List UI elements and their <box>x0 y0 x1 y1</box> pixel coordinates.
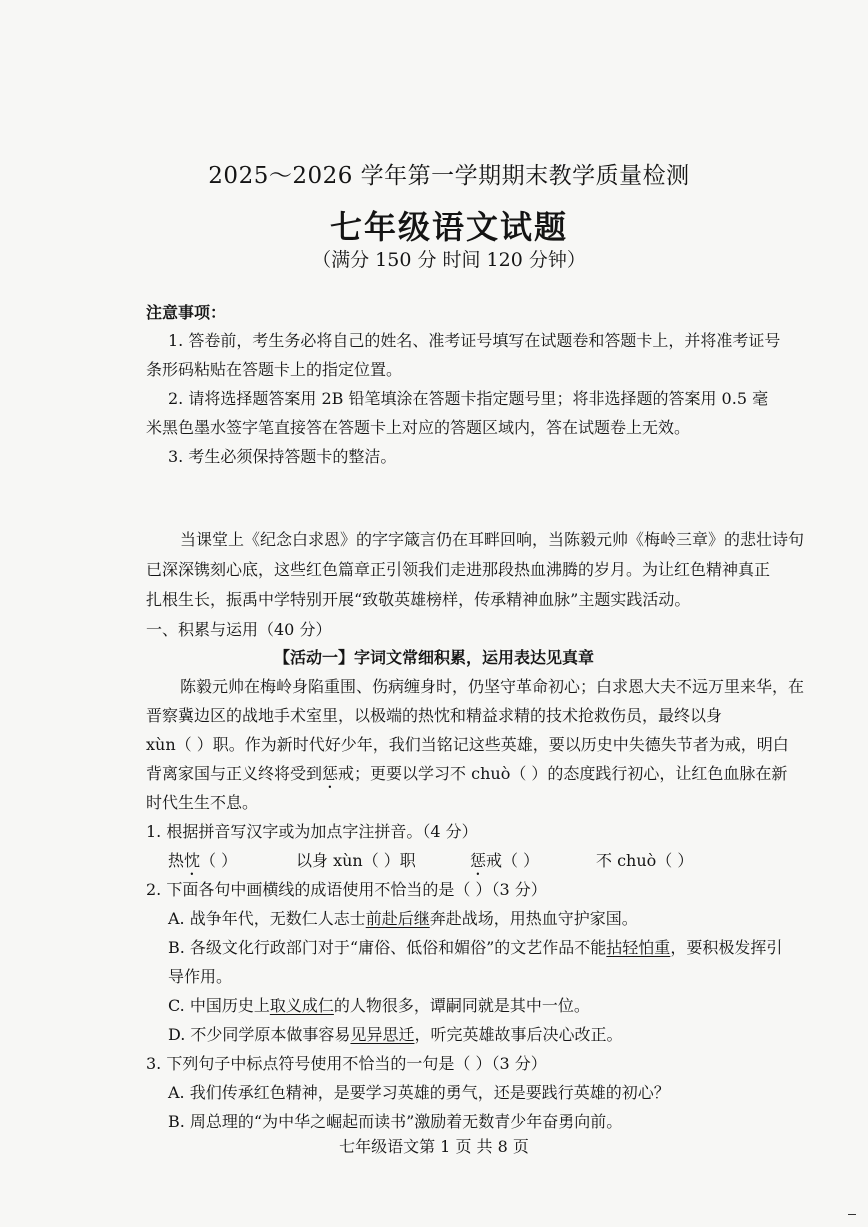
q2-d-text-2: ，听完英雄故事后决心改正。 <box>414 1025 623 1044</box>
page-footer: 七年级语文第 1 页 共 8 页 <box>339 1137 529 1156</box>
q2-c-text-2: 的人物很多，谭嗣同就是其中一位。 <box>333 996 590 1015</box>
section-1-heading: 一、积累与运用（40 分） <box>146 620 332 639</box>
notes-heading: 注意事项： <box>146 303 227 322</box>
q2-option-b <box>168 933 782 963</box>
intro-line-2: 已深深镌刻心底，这些红色篇章正引领我们走进那段热血沸腾的岁月。为让红色精神真正 <box>146 560 771 579</box>
q2-b-text-2: ，要积极发挥引 <box>670 938 783 957</box>
q2-c-text-1: C. 中国历史上 <box>168 996 270 1015</box>
q2-a-text-2: 奔赴战场，用热血守护家国。 <box>429 909 638 928</box>
note-1-line-1: 1. 答卷前，考生务必将自己的姓名、准考证号填写在试题卷和答题卡上，并将准考证号 <box>168 331 781 350</box>
q1-c-blank: 戒（ ） <box>486 851 540 870</box>
q2-c-idiom: 取义成仁 <box>269 996 334 1015</box>
dotted-char-chen: 忱 <box>184 851 201 870</box>
q1-item-b: 以身 xùn（ ）职 <box>296 851 416 870</box>
q2-a-text-1: A. 战争年代，无数仁人志士 <box>168 909 366 928</box>
q2-option-c <box>168 991 590 1021</box>
q2-option-d <box>168 1020 622 1050</box>
note-3: 3. 考生必须保持答题卡的整洁。 <box>168 447 397 466</box>
note-2-line-2: 米黑色墨水签字笔直接答在答题卡上对应的答题区域内，答在试题卷上无效。 <box>146 418 691 437</box>
dotted-char-cheng-2: 惩 <box>470 851 487 870</box>
paper-title: 七年级语文试题 <box>329 208 568 246</box>
q2-option-b-line-2: 导作用。 <box>168 967 233 986</box>
q2-d-idiom: 见异思迁 <box>350 1025 415 1044</box>
passage-line-1: 陈毅元帅在梅岭身陷重围、伤病缠身时，仍坚守革命初心；白求恩大夫不远万里来华，在 <box>180 677 805 696</box>
corner-mark <box>848 1214 856 1215</box>
dotted-char-cheng: 惩 <box>322 764 339 783</box>
passage-line-5: 时代生生不息。 <box>146 793 259 812</box>
q3-option-a: A. 我们传承红色精神，是要学习英雄的勇气，还是要践行英雄的初心？ <box>168 1083 670 1102</box>
q1-a-blank: （ ） <box>200 851 238 870</box>
passage-line-3: xùn（ ）职。作为新时代好少年，我们当铭记这些英雄，要以历史中失德失节者为戒，明白 <box>146 735 789 754</box>
q2-option-a <box>168 904 638 934</box>
q2-d-text-1: D. 不少同学原本做事容易 <box>168 1025 351 1044</box>
q2-b-text-1: B. 各级文化行政部门对于“庸俗、低俗和媚俗”的文艺作品不能 <box>168 938 607 957</box>
activity-1-heading: 【活动一】字词文常细积累，运用表达见真章 <box>273 648 594 667</box>
passage-line-4-part-a: 背离家国与正义终将受到 <box>146 764 323 783</box>
intro-line-3: 扎根生长，振禹中学特别开展“致敬英雄榜样，传承精神血脉”主题实践活动。 <box>146 590 691 609</box>
question-2-stem: 2. 下面各句中画横线的成语使用不恰当的是（ ）（3 分） <box>146 880 547 899</box>
note-1-line-2: 条形码粘贴在答题卡上的指定位置。 <box>146 360 403 379</box>
question-1-stem: 1. 根据拼音写汉字或为加点字注拼音。（4 分） <box>146 822 478 841</box>
q2-b-idiom: 拈轻怕重 <box>606 938 671 957</box>
q1-item-d: 不 chuò（ ） <box>596 851 694 870</box>
q1-a-prefix: 热 <box>168 851 185 870</box>
q3-option-b: B. 周总理的“为中华之崛起而读书”激励着无数青少年奋勇向前。 <box>168 1112 623 1131</box>
score-time-info: （满分 150 分 时间 120 分钟） <box>312 249 586 271</box>
q2-a-idiom: 前赴后继 <box>365 909 430 928</box>
passage-line-2: 晋察冀边区的战地手术室里，以极端的热忱和精益求精的技术抢救伤员，最终以身 <box>146 706 723 725</box>
note-2-line-1: 2. 请将选择题答案用 2B 铅笔填涂在答题卡指定题号里；将非选择题的答案用 0.5 毫 <box>168 389 769 408</box>
question-3-stem: 3. 下列句子中标点符号使用不恰当的一句是（ ）（3 分） <box>146 1054 547 1073</box>
passage-line-4-part-b: 戒；更要以学习不 chuò（ ）的态度践行初心，让红色血脉在新 <box>338 764 788 783</box>
exam-session-title: 2025～2026 学年第一学期期末教学质量检测 <box>208 163 690 189</box>
intro-line-1: 当课堂上《纪念白求恩》的字字箴言仍在耳畔回响，当陈毅元帅《梅岭三章》的悲壮诗句 <box>180 530 805 549</box>
